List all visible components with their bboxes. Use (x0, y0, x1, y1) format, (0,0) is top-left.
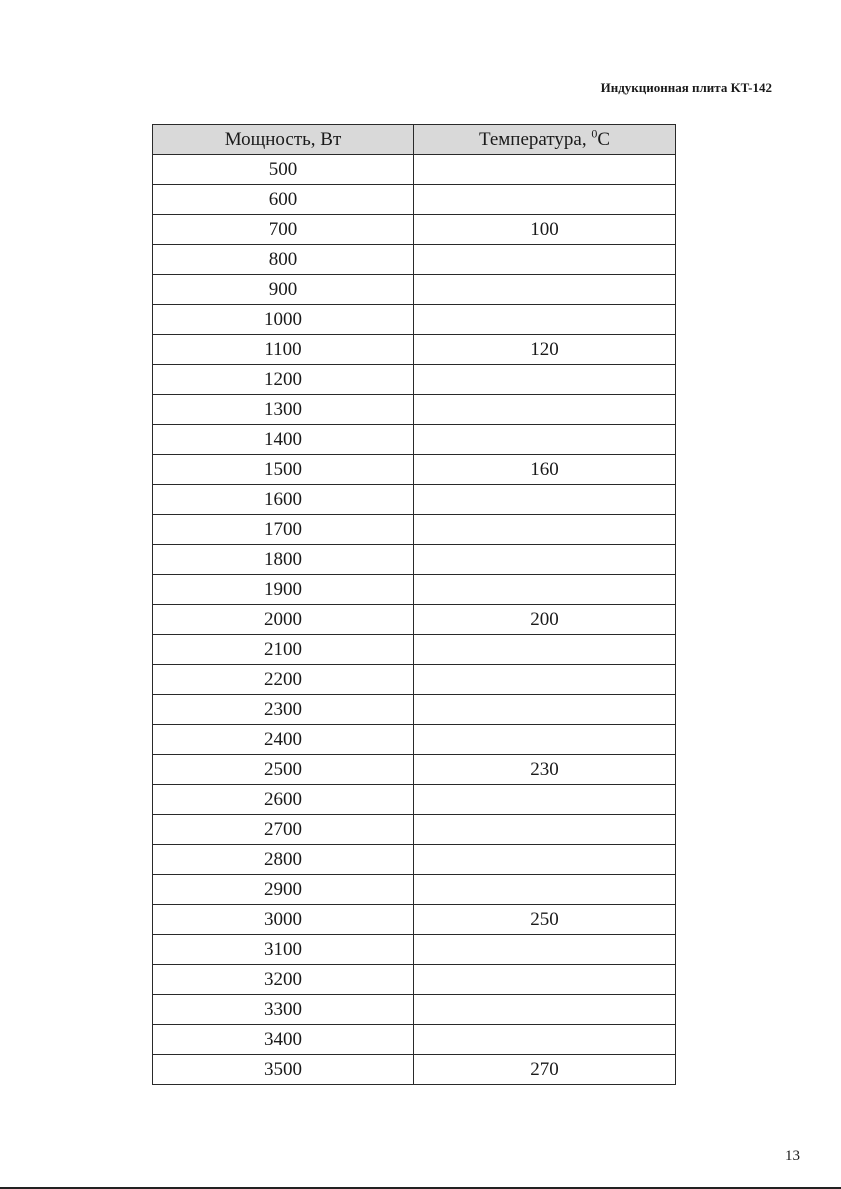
table-row (153, 305, 676, 335)
temperature-cell (414, 275, 676, 305)
power-cell: 800 (153, 245, 414, 275)
table-header-row (153, 125, 676, 155)
temperature-cell: 120 (414, 335, 676, 365)
power-temperature-table (152, 124, 676, 1085)
power-cell: 1300 (153, 395, 414, 425)
temperature-cell: 160 (414, 455, 676, 485)
power-cell: 700 (153, 215, 414, 245)
temperature-cell (414, 935, 676, 965)
table-row (153, 395, 676, 425)
table-row (153, 335, 676, 365)
power-cell: 600 (153, 185, 414, 215)
temperature-cell (414, 425, 676, 455)
table-row (153, 935, 676, 965)
temperature-cell (414, 845, 676, 875)
power-cell: 1600 (153, 485, 414, 515)
table-row (153, 815, 676, 845)
power-cell: 2600 (153, 785, 414, 815)
table-row (153, 635, 676, 665)
temperature-cell (414, 485, 676, 515)
power-cell: 2500 (153, 755, 414, 785)
table-row (153, 995, 676, 1025)
table-row (153, 755, 676, 785)
temperature-cell (414, 995, 676, 1025)
table-row (153, 485, 676, 515)
temperature-cell (414, 575, 676, 605)
power-cell: 2800 (153, 845, 414, 875)
power-cell: 1800 (153, 545, 414, 575)
power-cell: 1700 (153, 515, 414, 545)
temperature-cell: 100 (414, 215, 676, 245)
temperature-cell (414, 665, 676, 695)
table-row (153, 695, 676, 725)
table-row (153, 1025, 676, 1055)
power-cell: 900 (153, 275, 414, 305)
temperature-cell (414, 785, 676, 815)
temperature-cell (414, 515, 676, 545)
power-cell: 2700 (153, 815, 414, 845)
power-cell: 3500 (153, 1055, 414, 1085)
table-body (153, 155, 676, 1085)
table-row (153, 515, 676, 545)
table-row (153, 365, 676, 395)
power-cell: 3300 (153, 995, 414, 1025)
temperature-cell (414, 155, 676, 185)
temperature-cell: 270 (414, 1055, 676, 1085)
temperature-cell (414, 185, 676, 215)
power-cell: 2900 (153, 875, 414, 905)
temperature-cell (414, 395, 676, 425)
power-cell: 3100 (153, 935, 414, 965)
power-column-header: Мощность, Вт (153, 125, 414, 155)
temperature-cell (414, 965, 676, 995)
temperature-cell (414, 875, 676, 905)
power-cell: 3200 (153, 965, 414, 995)
table-row (153, 575, 676, 605)
temperature-column-header (414, 125, 676, 155)
table-row (153, 905, 676, 935)
temperature-cell (414, 545, 676, 575)
temperature-cell: 250 (414, 905, 676, 935)
table-row (153, 785, 676, 815)
table-row (153, 425, 676, 455)
power-cell: 2300 (153, 695, 414, 725)
page-number: 13 (785, 1148, 800, 1164)
temperature-cell (414, 635, 676, 665)
table-row (153, 245, 676, 275)
table-row (153, 845, 676, 875)
table-header (153, 125, 676, 155)
power-cell: 2200 (153, 665, 414, 695)
table-row (153, 545, 676, 575)
table-row (153, 275, 676, 305)
temperature-cell (414, 695, 676, 725)
table-row (153, 455, 676, 485)
power-cell: 500 (153, 155, 414, 185)
temperature-cell (414, 305, 676, 335)
table-row (153, 605, 676, 635)
temperature-header-label: Температура, (478, 129, 592, 150)
table-row (153, 875, 676, 905)
power-cell: 1400 (153, 425, 414, 455)
temperature-cell (414, 365, 676, 395)
temperature-cell (414, 1025, 676, 1055)
temperature-cell: 200 (414, 605, 676, 635)
power-cell: 2400 (153, 725, 414, 755)
table-row (153, 185, 676, 215)
temperature-cell (414, 815, 676, 845)
temperature-cell: 230 (414, 755, 676, 785)
power-cell: 3000 (153, 905, 414, 935)
degree-superscript: 0 (591, 126, 598, 141)
power-cell: 1500 (153, 455, 414, 485)
power-cell: 1000 (153, 305, 414, 335)
table-row (153, 1055, 676, 1085)
table-row (153, 965, 676, 995)
document-header-title: Индукционная плита KT-142 (600, 80, 772, 95)
power-cell: 1900 (153, 575, 414, 605)
temperature-cell (414, 725, 676, 755)
table-row (153, 725, 676, 755)
temperature-cell (414, 245, 676, 275)
table-row (153, 215, 676, 245)
table-row (153, 665, 676, 695)
temperature-unit: C (597, 129, 611, 150)
power-cell: 1100 (153, 335, 414, 365)
table-row (153, 155, 676, 185)
power-cell: 1200 (153, 365, 414, 395)
power-cell: 2100 (153, 635, 414, 665)
power-cell: 3400 (153, 1025, 414, 1055)
power-cell: 2000 (153, 605, 414, 635)
